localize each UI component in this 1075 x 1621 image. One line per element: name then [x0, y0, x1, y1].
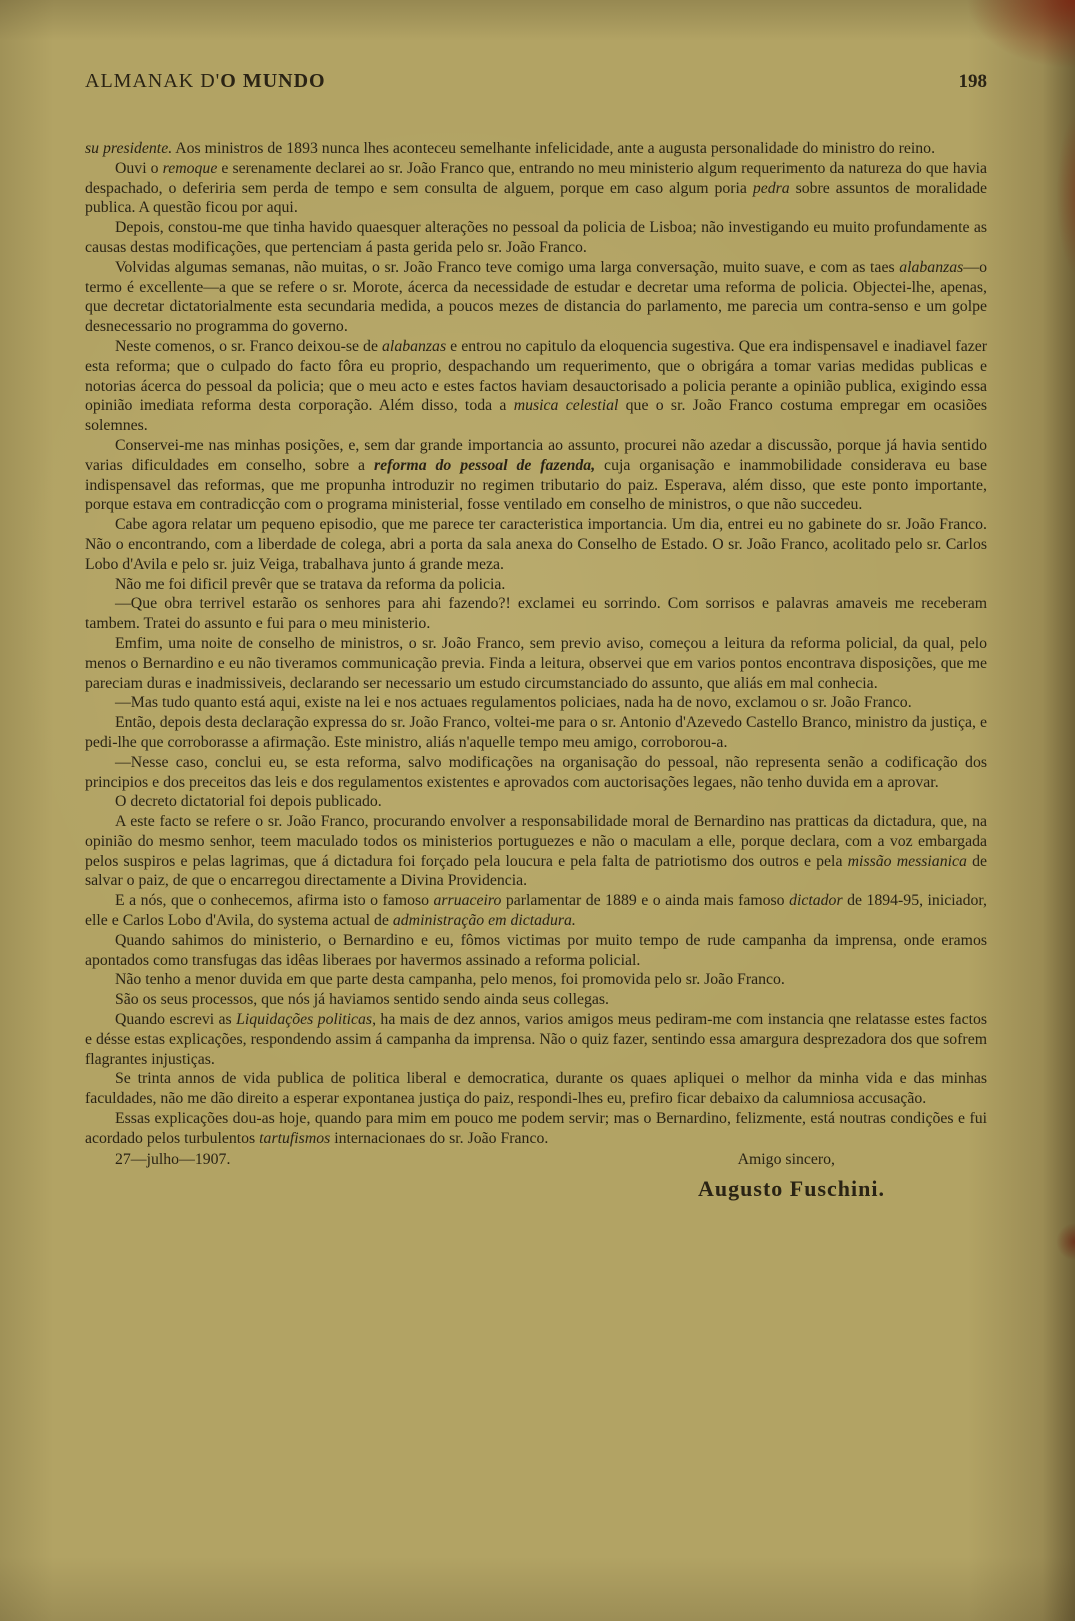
- text-segment: Não me foi dificil prevêr que se tratava da reforma da policia.: [115, 575, 506, 593]
- date-line: 27—julho—1907.: [115, 1150, 231, 1168]
- paragraph: [85, 970, 987, 990]
- text-segment: Essas explicações dou-as hoje, quando para mim em pouco me podem servir; mas o Bernardino, felizmente, está noutras condições e fui acordado pelos turbulentos: [85, 1110, 987, 1147]
- book-title-bold: O MUNDO: [220, 70, 326, 92]
- book-title: [85, 70, 326, 93]
- paragraph: [85, 990, 987, 1010]
- emphasized-text: musica celestial: [513, 397, 619, 415]
- paragraph: [85, 753, 987, 793]
- text-segment: Aos ministros de 1893 nunca lhes aconteceu semelhante infelicidade, ante a augusta personalidade do ministro do reino.: [172, 140, 936, 157]
- page-number: 198: [958, 71, 987, 92]
- text-segment: de salvar o paiz, de que o encarregou directamente a Divina Providencia.: [85, 852, 987, 890]
- paragraph: [85, 436, 987, 515]
- emphasized-text: alabanzas: [899, 258, 964, 276]
- text-segment: Quando escrevi as: [115, 1011, 237, 1029]
- text-segment: parlamentar de 1889 e o ainda mais famoso: [501, 892, 790, 910]
- page-header: [85, 70, 987, 93]
- text-segment: Volvidas algumas semanas, não muitas, o sr. João Franco teve comigo uma larga conversação, muito suave, e com as taes: [115, 258, 900, 276]
- text-segment: que o sr. João Franco costuma empregar em ocasiões solemnes.: [85, 397, 987, 435]
- emphasized-text: missão messianica: [847, 852, 967, 870]
- text-segment: e serenamente declarei ao sr. João Franco que, entrando no meu ministerio algum requerimento da natureza do que havia despachado, o deferiria sem perda de tempo e sem consulta de alguem, porque em caso algum poria: [85, 159, 987, 197]
- emphasized-text: su presidente.: [85, 140, 173, 157]
- emphasized-text: pedra: [752, 179, 790, 197]
- text-segment: cuja organisação e inammobilidade considerava eu base indispensavel das reformas, que me propunha introduzir no regimen tributario do paiz. Esperava, além disso, que este ponto importante, porque estava em contradicção com o programa ministerial, fosse ventilado em conselho de ministros, o que não succedeu.: [85, 456, 987, 514]
- paragraph: [85, 891, 987, 931]
- text-segment: —Nesse caso, conclui eu, se esta reforma, salvo modificações na organisação do pessoal, não representa senão a codificação dos principios e dos preceitos das leis e dos regulamentos existentes e aprovados com auctorisações legaes, não tenho duvida em a aprovar.: [85, 753, 987, 791]
- paragraph: [85, 1069, 987, 1109]
- paragraph: [85, 594, 987, 634]
- paragraph: [85, 515, 987, 574]
- text-segment: sobre assuntos de moralidade publica. A questão ficou por aqui.: [85, 179, 987, 217]
- page-content: [85, 70, 987, 1202]
- text-segment: Neste comenos, o sr. Franco deixou-se de: [115, 337, 383, 355]
- emphasized-text: tartufismos: [259, 1129, 331, 1147]
- text-segment: internacionaes do sr. João Franco.: [330, 1129, 549, 1147]
- footer-line: [85, 1151, 987, 1173]
- paragraph: [85, 792, 987, 812]
- emphasized-text: arruaceiro: [433, 892, 502, 910]
- text-segment: de 1894-95, iniciador, elle e Carlos Lobo d'Avila, do systema actual de: [85, 892, 987, 930]
- text-segment: São os seus processos, que nós já haviamos sentido sendo ainda seus collegas.: [115, 991, 610, 1009]
- emphasized-text: dictador: [789, 892, 843, 910]
- text-segment: Cabe agora relatar um pequeno episodio, que me parece ter caracteristica importancia. Um dia, entrei eu no gabinete do sr. João Franco. Não o encontrando, com a liberdade de colega, abri a porta da sala anexa do Conselho de Estado. O sr. João Franco, acolitado pelo sr. Carlos Lobo d'Avila e pelo sr. juiz Veiga, trabalhava junto á grande meza.: [85, 516, 987, 573]
- paragraph: [85, 139, 987, 159]
- paragraph: [85, 1109, 987, 1149]
- paragraph: [85, 634, 987, 693]
- paragraph: [85, 258, 987, 337]
- paragraph: [85, 931, 987, 971]
- paragraph: [85, 218, 987, 258]
- book-title-regular: ALMANAK D': [85, 70, 221, 92]
- text-segment: Emfim, uma noite de conselho de ministros, o sr. João Franco, sem previo aviso, começou a leitura da reforma policial, da qual, pelo menos o Bernardino e eu não tiveramos communicação previa. Finda a leitura, observei que em varios pontos encontrava disposições, que me pareciam duras e inadmissiveis, declarando ser necessario um estudo circumstanciado do assunto, que aliás em mal conhecia.: [85, 634, 987, 692]
- paragraph: [85, 1010, 987, 1069]
- emphasized-text: remoque: [162, 159, 218, 177]
- signature: Augusto Fuschini.: [698, 1175, 885, 1201]
- emphasized-text: Liquidações politicas: [236, 1011, 373, 1029]
- closing-line: Amigo sincero,: [737, 1150, 835, 1168]
- text-segment: —Mas tudo quanto está aqui, existe na lei e nos actuaes regulamentos policiaes, nada ha de novo, exclamou o sr. João Franco.: [115, 694, 912, 712]
- text-segment: A este facto se refere o sr. João Franco, procurando envolver a responsabilidade moral de Bernardino nas pratticas da dictadura, que, na opinião do mesmo senhor, teem maculado todos os ministerios portuguezes e não o maculam a elle, porque declara, com a voz embargada pelos suspiros e pelas lagrimas, que á dictadura foi forçado pela loucura e pela falta de patriotismo dos outros e pela: [85, 813, 987, 870]
- text-segment: Depois, constou-me que tinha havido quaesquer alterações no pessoal da policia de Lisboa; não investigando eu muito profundamente as causas destas modificações, que pertenciam á pasta gerida pelo sr. João Franco.: [85, 219, 987, 256]
- text-segment: Então, depois desta declaração expressa do sr. João Franco, voltei-me para o sr. Antonio d'Azevedo Castello Branco, ministro da justiça, e pedi-lhe que corroborasse a afirmação. Este ministro, aliás n'aquelle tempo meu amigo, corroborou-a.: [85, 714, 987, 751]
- text-segment: e entrou no capitulo da eloquencia sugestiva. Que era indispensavel e inadiavel fazer esta reforma; que o culpado do facto fôra eu proprio, despachando um requerimento, que o obrigára a tomar varias medidas publicas e notorias ácerca do pessoal da policia; que o meu acto e estes factos haviam desauctorisado a policia perante a opinião publica, exigindo essa opinião imediata reforma desta corporação. Além disso, toda a: [85, 337, 987, 415]
- paragraph: [85, 713, 987, 753]
- text-segment: O decreto dictatorial foi depois publicado.: [115, 793, 382, 811]
- emphasized-text: alabanzas: [382, 337, 447, 355]
- text-segment: Não tenho a menor duvida em que parte desta campanha, pelo menos, foi promovida pelo sr. João Franco.: [115, 971, 785, 989]
- text-segment: Quando sahimos do ministerio, o Bernardino e eu, fômos victimas por muito tempo de rude campanha da imprensa, onde eramos apontados como transfugas das idêas liberaes por havermos assinado a reforma policial.: [85, 931, 987, 969]
- text-segment: —o termo é excellente—a que se refere o sr. Morote, ácerca da necessidade de estudar e decretar uma reforma de policia. Objectei-lhe, apenas, que decretar dictatorialmente esta secundaria medida, a poucos mezes de distancia do parlamento, me parecia um contra-senso e um golpe desnecessario no programma do governo.: [85, 258, 987, 336]
- text-segment: E a nós, que o conhecemos, afirma isto o famoso: [115, 892, 434, 910]
- body-text: [85, 139, 987, 1149]
- page-footer: [85, 1151, 987, 1202]
- text-segment: —Que obra terrivel estarão os senhores para ahi fazendo?! exclamei eu sorrindo. Com sorrisos e palavras amaveis me receberam tambem. Tratei do assunto e fui para o meu ministerio.: [85, 595, 987, 633]
- text-segment: Ouvi o: [115, 159, 163, 177]
- paragraph: [85, 812, 987, 891]
- text-segment: Se trinta annos de vida publica de politica liberal e democratica, durante os quaes apliquei o melhor da minha vida e das minhas faculdades, não me dão direito a esperar expontanea justiça do paiz, respondi-lhes eu, prefiro ficar debaixo da calumniosa accusação.: [85, 1070, 987, 1108]
- emphasized-text: reforma do pessoal de fazenda,: [373, 456, 596, 474]
- paragraph: [85, 159, 987, 218]
- text-segment: Conservei-me nas minhas posições, e, sem dar grande importancia ao assunto, procurei não azedar a discussão, porque já havia sentido varias dificuldades em conselho, sobre a: [85, 436, 987, 474]
- paragraph: [85, 575, 987, 595]
- paragraph: [85, 693, 987, 713]
- text-segment: , ha mais de dez annos, varios amigos meus pediram-me com instancia qne relatasse estes factos e désse estas explicações, respondendo assim á campanha da imprensa. Não o quiz fazer, sentindo essa amargura desprezadora dos que sofrem flagrantes injustiças.: [85, 1011, 988, 1068]
- paragraph: [85, 337, 987, 436]
- emphasized-text: administração em dictadura.: [392, 912, 576, 930]
